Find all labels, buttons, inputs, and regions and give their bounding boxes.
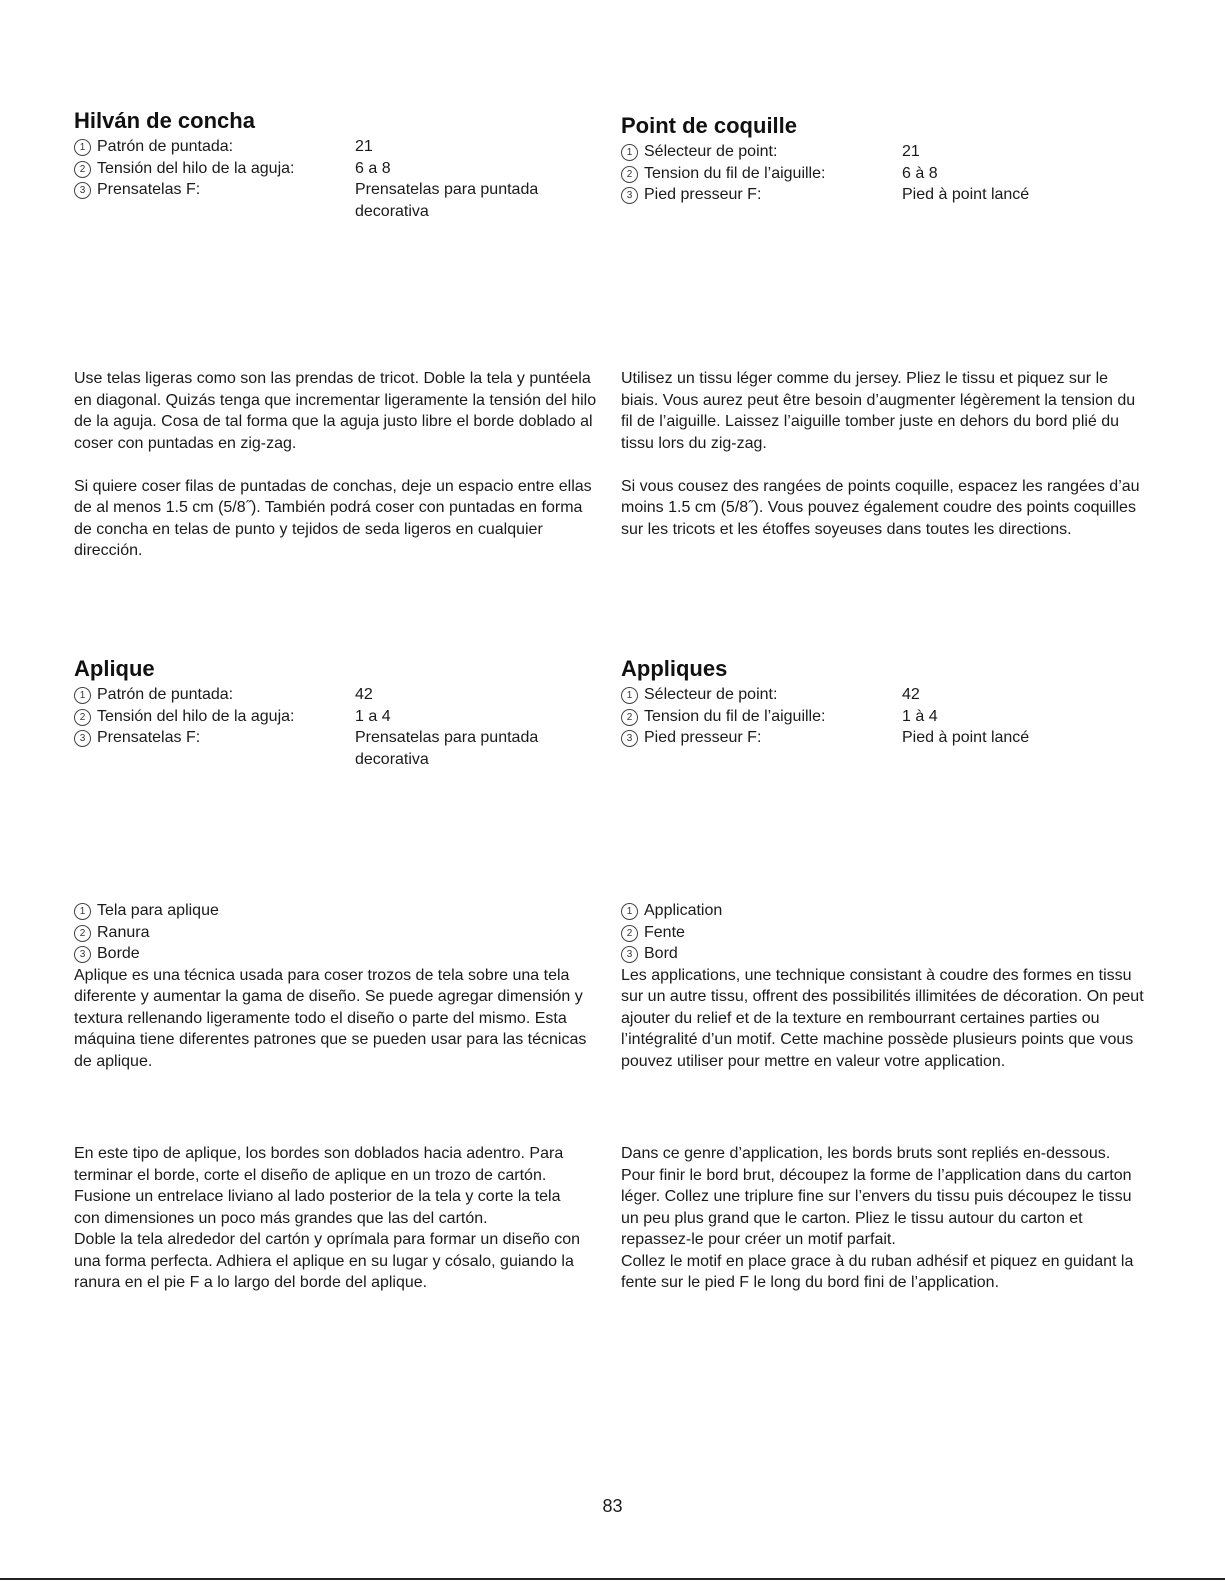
settings-table xyxy=(74,684,575,770)
setting-value: Pied à point lancé xyxy=(902,186,1030,203)
setting-value: 6 a 8 xyxy=(355,159,391,177)
setting-label: Pied presseur F: xyxy=(644,186,762,203)
setting-label: Prensatelas F: xyxy=(97,181,201,198)
paragraph: Si vous cousez des rangées de points coquille, espacez les rangées d’au moins 1.5 cm (5/8˝). Vous pouvez également coudre des points coquilles sur les tricots et les étoffes soyeuses dans toutes les directions. xyxy=(621,477,1140,538)
setting-value: 1 a 4 xyxy=(355,707,391,725)
list-item: 1 Application xyxy=(621,900,1146,922)
circled-number: 3 xyxy=(621,946,638,963)
section-title: Appliques xyxy=(621,656,728,681)
section-title: Aplique xyxy=(74,656,155,681)
setting-row xyxy=(74,179,575,222)
applique-method-es xyxy=(74,1143,584,1294)
setting-label: Tension du fil de l’aiguille: xyxy=(644,164,826,182)
circled-number: 1 xyxy=(74,903,91,920)
list-item: 3 Borde xyxy=(74,943,599,965)
applique-text-es xyxy=(74,900,599,1072)
setting-row xyxy=(621,727,1122,749)
setting-value: Prensatelas para puntada decorativa xyxy=(355,729,539,768)
setting-label: Tension du fil de l’aiguille: xyxy=(644,707,826,725)
circled-number: 2 xyxy=(621,166,638,183)
circled-number: 3 xyxy=(74,182,91,199)
circled-number: 2 xyxy=(74,161,91,178)
paragraph: Si quiere coser filas de puntadas de conchas, deje un espacio entre ellas de al menos 1.5 cm (5/8˝). También podrá coser con puntadas en forma de concha en telas de punto y tejidos de seda ligeros en cualquier dirección. xyxy=(74,477,592,559)
circled-number: 1 xyxy=(621,903,638,920)
applique-method-fr xyxy=(621,1143,1141,1294)
applique-section-es xyxy=(74,656,575,770)
bottom-divider xyxy=(0,1578,1225,1580)
setting-value: 6 à 8 xyxy=(902,164,938,182)
paragraph: En este tipo de aplique, los bordes son doblados hacia adentro. Para terminar el borde, corte el diseño de aplique en un trozo de cartón. Fusione un entrelace liviano al lado posterior de la tela y corte la tela con dimensiones un poco más grandes que las del cartón. xyxy=(74,1145,564,1227)
setting-row xyxy=(621,141,1122,163)
setting-value: 21 xyxy=(355,138,373,155)
setting-value: 42 xyxy=(355,686,373,703)
circled-number: 2 xyxy=(621,925,638,942)
setting-label: Pied presseur F: xyxy=(644,729,762,746)
paragraph: Aplique es una técnica usada para coser trozos de tela sobre una tela diferente y aumentar la gama de diseño. Se puede agregar dimensión y textura rellenando ligeramente todo el diseño o parte del mismo. Esta máquina tiene diferentes patrones que se pueden usar para las técnicas de aplique. xyxy=(74,966,587,1070)
shell-tuck-section-es xyxy=(74,108,575,222)
paragraph: Doble la tela alrededor del cartón y oprímala para formar un diseño con una forma perfecta. Adhiera el aplique en su lugar y cósalo, guiando la ranura en el pie F a lo largo del borde del aplique. xyxy=(74,1231,581,1291)
circled-number: 2 xyxy=(74,925,91,942)
paragraph: Utilisez un tissu léger comme du jersey. Pliez le tissu et piquez sur le biais. Vous aurez peut être besoin d’augmenter légèrement la tension du fil de l’aiguille. Laissez l’aiguille tomber juste en dehors du bord plié du tissu lors du zig-zag. xyxy=(621,370,1136,452)
applique-section-fr xyxy=(621,656,1122,749)
setting-label: Sélecteur de point: xyxy=(644,686,778,703)
settings-table xyxy=(621,141,1122,206)
list-item: 3 Bord xyxy=(621,943,1146,965)
circled-number: 1 xyxy=(74,687,91,704)
setting-value: 42 xyxy=(902,686,920,703)
setting-value: 1 à 4 xyxy=(902,707,938,725)
circled-number: 1 xyxy=(621,687,638,704)
section-title: Hilván de concha xyxy=(74,108,255,133)
shell-tuck-section-fr xyxy=(621,113,1122,206)
list-item: 2 Fente xyxy=(621,922,1146,944)
setting-row xyxy=(621,184,1122,206)
setting-value: Prensatelas para puntada decorativa xyxy=(355,181,539,220)
paragraph: Les applications, une technique consistant à coudre des formes en tissu sur un autre tissu, offrent des possibilités illimitées de décoration. On peut ajouter du relief et de la texture en rembourrant certaines parties ou l’intégralité d’un motif. Cette machine possède plusieurs points que vous pouvez utiliser pour mettre en valeur votre application. xyxy=(621,966,1144,1070)
parts-list xyxy=(74,900,599,965)
setting-row xyxy=(74,684,575,706)
circled-number: 1 xyxy=(621,144,638,161)
setting-row xyxy=(74,706,575,728)
setting-row xyxy=(74,727,575,770)
setting-label: Tensión del hilo de la aguja: xyxy=(97,159,295,177)
setting-label: Sélecteur de point: xyxy=(644,143,778,160)
setting-label: Patrón de puntada: xyxy=(97,686,234,703)
paragraph: Use telas ligeras como son las prendas de tricot. Doble la tela y puntéela en diagonal. Quizás tenga que incrementar ligeramente la tensión del hilo de la aguja. Cosa de tal forma que la aguja justo libre el borde doblado al coser con puntadas en zig-zag. xyxy=(74,370,597,452)
setting-value: 21 xyxy=(902,143,920,160)
setting-row xyxy=(621,163,1122,185)
list-item: 1 Tela para aplique xyxy=(74,900,599,922)
parts-list xyxy=(621,900,1146,965)
shell-tuck-text-es xyxy=(74,368,599,562)
setting-label: Patrón de puntada: xyxy=(97,138,234,155)
setting-label: Prensatelas F: xyxy=(97,729,201,746)
circled-number: 3 xyxy=(621,187,638,204)
shell-tuck-text-fr xyxy=(621,368,1146,540)
list-item: 2 Ranura xyxy=(74,922,599,944)
circled-number: 2 xyxy=(621,709,638,726)
applique-text-fr xyxy=(621,900,1146,1072)
settings-table xyxy=(74,136,575,222)
settings-table xyxy=(621,684,1122,749)
circled-number: 3 xyxy=(74,946,91,963)
circled-number: 3 xyxy=(621,730,638,747)
page-number: 83 xyxy=(602,1496,623,1516)
setting-row xyxy=(621,706,1122,728)
paragraph: Dans ce genre d’application, les bords bruts sont repliés en-dessous. Pour finir le bord brut, découpez la forme de l’application dans du carton léger. Collez une triplure fine sur l’envers du tissu puis découpez le tissu un peu plus grand que le carton. Pliez le tissu autour du carton et repassez-le pour créer un motif parfait. xyxy=(621,1145,1132,1248)
section-title: Point de coquille xyxy=(621,113,798,138)
circled-number: 1 xyxy=(74,139,91,156)
setting-row xyxy=(74,158,575,180)
paragraph: Collez le motif en place grace à du ruban adhésif et piquez en guidant la fente sur le pied F le long du bord fini de l’application. xyxy=(621,1252,1134,1291)
setting-row xyxy=(74,136,575,158)
setting-row xyxy=(621,684,1122,706)
setting-label: Tensión del hilo de la aguja: xyxy=(97,707,295,725)
setting-value: Pied à point lancé xyxy=(902,729,1030,746)
circled-number: 3 xyxy=(74,730,91,747)
circled-number: 2 xyxy=(74,709,91,726)
